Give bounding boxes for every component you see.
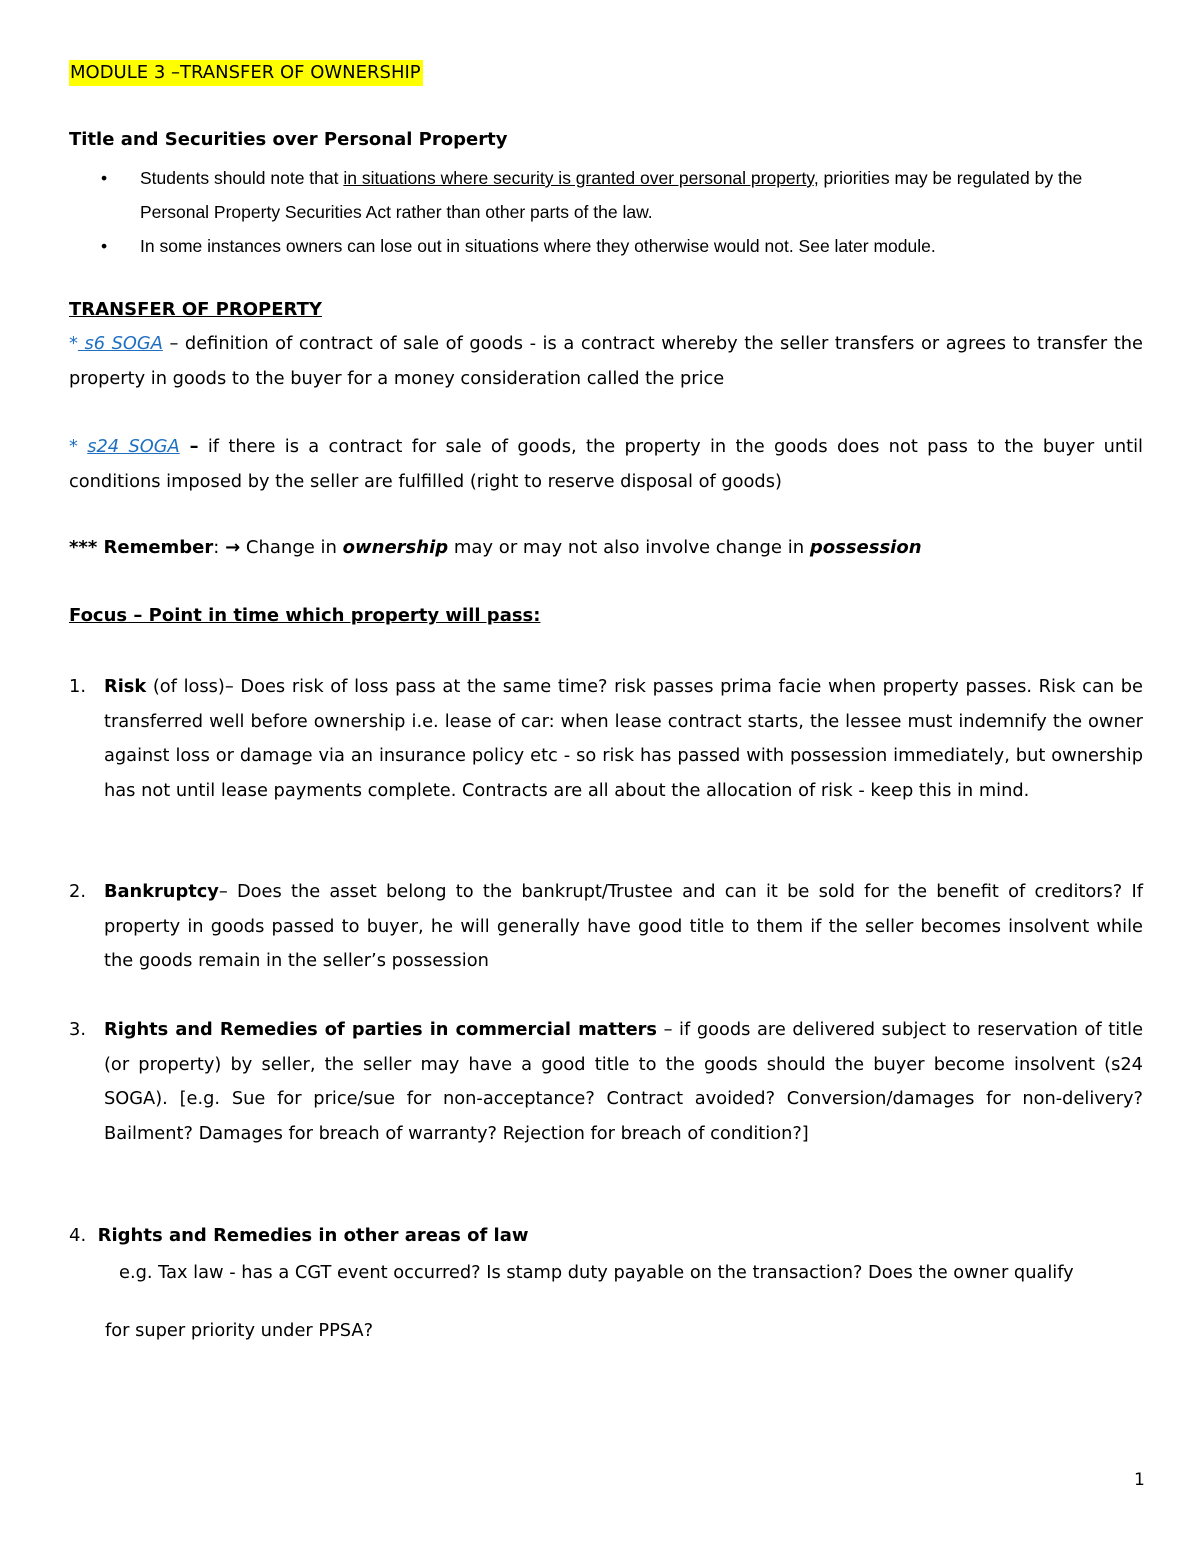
module-title: MODULE 3 –TRANSFER OF OWNERSHIP bbox=[69, 60, 423, 86]
list-number: 2. bbox=[69, 881, 86, 902]
list-number: 4. bbox=[69, 1225, 87, 1246]
item-text: for super priority under PPSA? bbox=[105, 1320, 374, 1341]
bullet-icon: • bbox=[101, 236, 108, 256]
dash: – bbox=[179, 436, 199, 457]
remember-note bbox=[69, 537, 922, 558]
ownership-emphasis: ownership bbox=[342, 537, 449, 558]
paragraph-s6-soga bbox=[69, 327, 1143, 396]
remember-text: may or may not also involve change in bbox=[448, 537, 810, 558]
bullet-underlined-text: in situations where security is granted over personal property bbox=[343, 168, 814, 188]
remember-colon: : bbox=[213, 537, 226, 558]
section-heading-transfer-of-property: TRANSFER OF PROPERTY bbox=[69, 299, 322, 320]
bullet-text: Students should note that bbox=[140, 168, 344, 188]
list-number: 3. bbox=[69, 1019, 86, 1040]
paragraph-text: – definition of contract of sale of goods - is a contract whereby the seller transfers or agrees to transfer the property in goods to the buyer for a money consideration called the price bbox=[69, 333, 1143, 389]
list-item bbox=[69, 1225, 529, 1246]
bullet-item bbox=[101, 161, 1146, 229]
item-heading: Bankruptcy bbox=[104, 881, 219, 902]
list-item bbox=[69, 1013, 1143, 1151]
bullet-text: In some instances owners can lose out in situations where they otherwise would not. See later module. bbox=[140, 236, 936, 256]
bullet-text: , priorities may be regulated by the Personal Property Securities Act rather than other parts of the law. bbox=[140, 168, 1083, 222]
item-heading: Rights and Remedies in other areas of law bbox=[97, 1225, 529, 1246]
bullet-list bbox=[101, 161, 1146, 263]
item-text: e.g. Tax law - has a CGT event occurred? Is stamp duty payable on the transaction? Does the owner qualify bbox=[119, 1262, 1074, 1283]
list-item bbox=[69, 670, 1143, 808]
item-heading: Rights and Remedies of parties in commercial matters bbox=[104, 1019, 658, 1040]
star-marker: * bbox=[69, 333, 78, 354]
s6-soga-link[interactable]: s6 SOGA bbox=[77, 333, 163, 354]
item-heading: Risk bbox=[104, 676, 147, 697]
focus-heading: Focus – Point in time which property will pass: bbox=[69, 605, 541, 626]
list-number: 1. bbox=[69, 676, 86, 697]
item-text: (of loss)– Does risk of loss pass at the same time? risk passes prima facie when property passes. Risk can be transferred well before ownership i.e. lease of car: when lease contract starts, the lessee must indemnify the owner against loss or damage via an insurance policy etc - so risk has passed with possession immediately, but ownership has not until lease payments complete. Contracts are all about the allocation of risk - keep this in mind. bbox=[104, 676, 1143, 801]
s24-soga-link[interactable]: s24 SOGA bbox=[87, 436, 180, 457]
star-marker: * bbox=[69, 436, 88, 457]
page-number: 1 bbox=[1134, 1470, 1145, 1490]
possession-emphasis: possession bbox=[809, 537, 922, 558]
bullet-item bbox=[101, 229, 1146, 263]
list-item bbox=[69, 875, 1143, 979]
remember-label: *** Remember bbox=[69, 537, 214, 558]
item-text: – if goods are delivered subject to reservation of title (or property) by seller, the seller may have a good title to the goods should the buyer become insolvent (s24 SOGA). [e.g. Sue for price/sue for non-acceptance? Contract avoided? Conversion/damages for non-delivery? Bailment? Damages for breach of warranty? Rejection for breach of condition?] bbox=[104, 1019, 1144, 1144]
remember-text: Change in bbox=[240, 537, 343, 558]
paragraph-text: if there is a contract for sale of goods, the property in the goods does not pass to the buyer until conditions imposed by the seller are fulfilled (right to reserve disposal of goods) bbox=[69, 436, 1143, 492]
section-heading-title-securities: Title and Securities over Personal Property bbox=[69, 129, 508, 150]
paragraph-s24-soga bbox=[69, 430, 1143, 499]
item-text: – Does the asset belong to the bankrupt/Trustee and can it be sold for the benefit of creditors? If property in goods passed to buyer, he will generally have good title to them if the seller becomes insolvent while the goods remain in the seller’s possession bbox=[104, 881, 1143, 971]
arrow-icon: → bbox=[225, 537, 241, 558]
bullet-icon: • bbox=[101, 168, 108, 188]
